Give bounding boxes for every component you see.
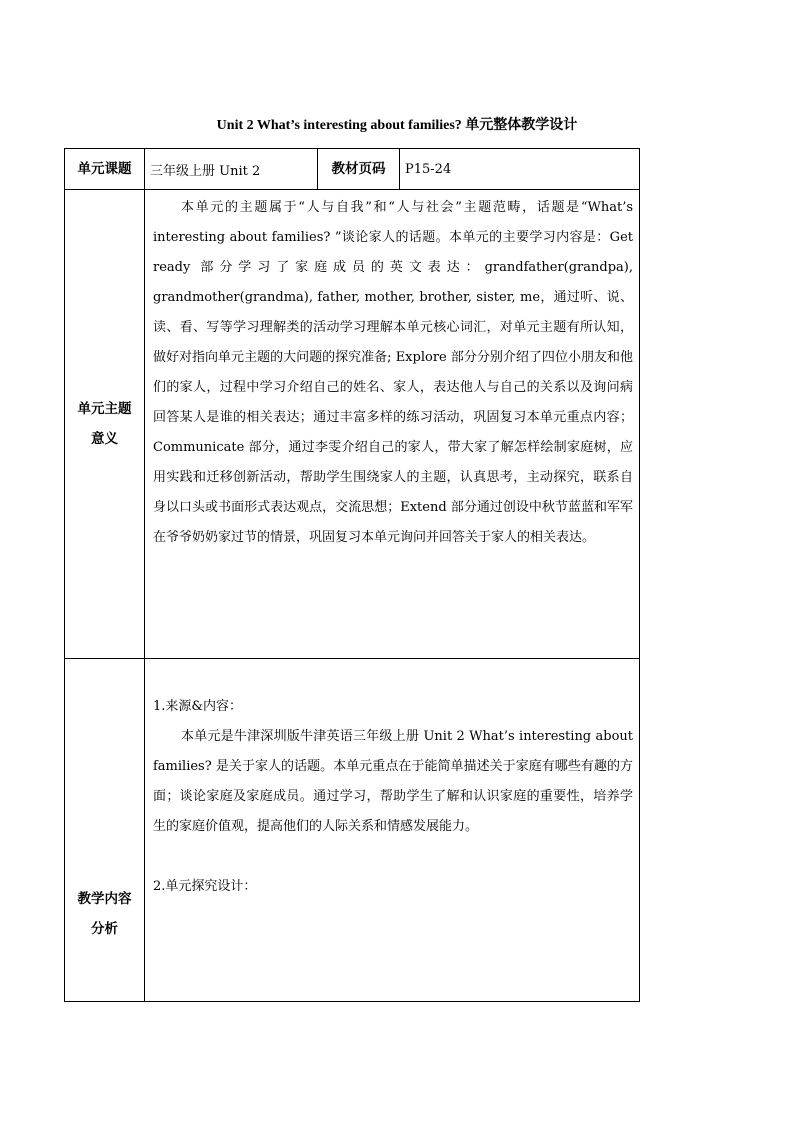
analysis-content: [145, 659, 640, 1002]
unit-design-table: [64, 148, 640, 1002]
table-row-analysis: [65, 659, 640, 1002]
theme-paragraph: 本单元的主题属于“人与自我”和“人与社会”主题范畴，话题是“What’s interesting about families? ”谈论家人的话题。本单元的主要学习内容是：Get ready 部分学习了家庭成员的英文表达：grandfather(grandpa), grandmother(grandma), father, mother, brother, sister, me，通过听、说、读、看、写等学习理解类的活动学习理解本单元核心词汇，对单元主题有所认知，做好对指向单元主题的大问题的探究准备; Explore 部分分别介绍了四位小朋友和他们的家人，过程中学习介绍自己的姓名、家人，表达他人与自己的关系以及询问病回答某人是谁的相关表达；通过丰富多样的练习活动，巩固复习本单元重点内容；Communicate 部分，通过李雯介绍自己的家人，带大家了解怎样绘制家庭树，应用实践和迁移创新活动，帮助学生围绕家人的主题，认真思考，主动探究，联系自身以口头或书面形式表达观点，交流思想；Extend 部分通过创设中秋节蓝蓝和军军在爷爷奶奶家过节的情景，巩固复习本单元询问并回答关于家人的相关表达。: [153, 200, 633, 545]
theme-label: [65, 190, 145, 659]
page-title: Unit 2 What’s interesting about families? 单元整体教学设计: [216, 118, 578, 133]
table-row-theme: [65, 190, 640, 659]
analysis-item2-heading: 2.单元探究设计：: [153, 879, 257, 894]
analysis-label-line1: 教学内容: [77, 891, 132, 907]
analysis-label: [65, 659, 145, 1002]
theme-label-line2: 意义: [91, 431, 118, 447]
table-row-unit: [65, 149, 640, 190]
pages-label: 教材页码: [318, 149, 400, 190]
theme-label-line1: 单元主题: [77, 401, 132, 417]
analysis-item1-heading: 1.来源&内容：: [153, 699, 242, 714]
pages-value: P15-24: [400, 149, 640, 190]
analysis-item1-paragraph: 本单元是牛津深圳版牛津英语三年级上册 Unit 2 What’s interesting about families? 是关于家人的话题。本单元重点在于能简单描述关于家庭有哪些有趣的方面；谈论家庭及家庭成员。通过学习，帮助学生了解和认识家庭的重要性，培养学生的家庭价值观，提高他们的人际关系和情感发展能力。: [153, 729, 633, 834]
unit-label: 单元课题: [65, 149, 145, 190]
analysis-label-line2: 分析: [91, 921, 118, 937]
unit-value: 三年级上册 Unit 2: [145, 149, 318, 190]
theme-content: [145, 190, 640, 659]
